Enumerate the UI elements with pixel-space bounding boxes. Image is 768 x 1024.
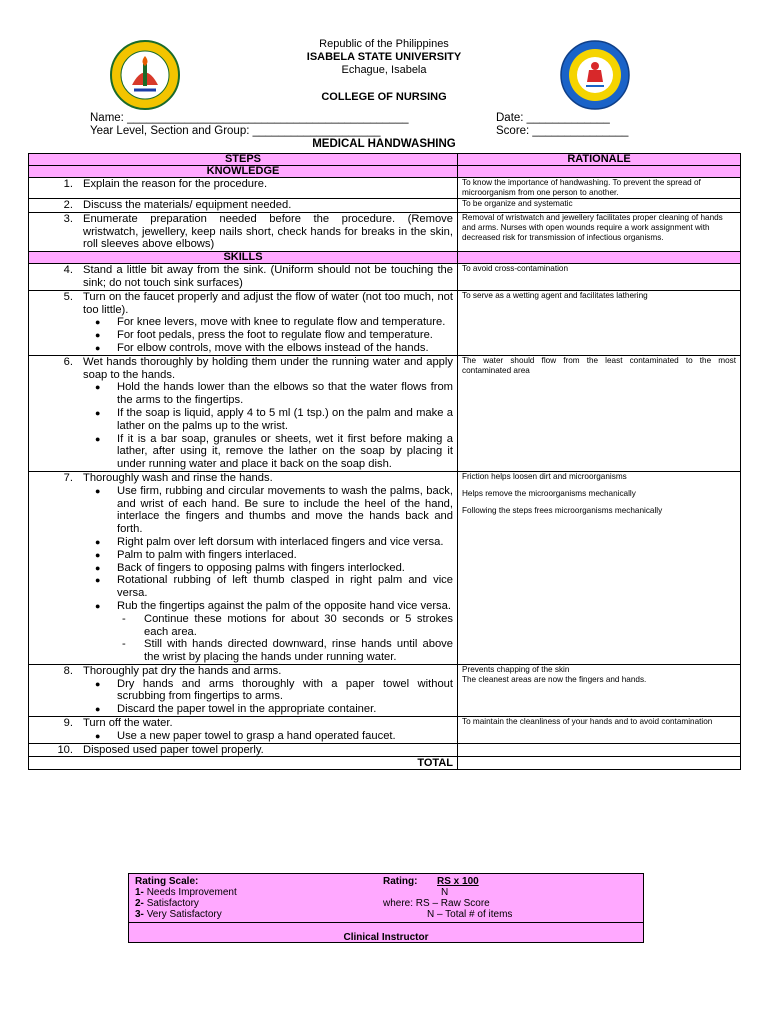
rationale-7a: Friction helps loosen dirt and microorganisms [462, 471, 627, 481]
step-7-dash-2: Still with hands directed downward, rinse hands until above the wrist by placing the hands under running water. [144, 638, 453, 664]
rationale-9: To maintain the cleanliness of your hands and to avoid contamination [458, 717, 741, 744]
step-5-bullet-2: For foot pedals, press the foot to regulate flow and temperature. [117, 329, 433, 342]
total-label: TOTAL [29, 757, 458, 770]
rationale-5: To serve as a wetting agent and facilitates lathering [458, 290, 741, 355]
university-name: ISABELA STATE UNIVERSITY [306, 51, 462, 63]
table-row: 4. Stand a little bit away from the sink. (Uniform should not be touching the sink; do not touch sink surfaces) To avoid cross-contamination [29, 264, 741, 291]
step-7-bullet-2: Right palm over left dorsum with interlaced fingers and vice versa. [117, 535, 444, 548]
document-header [0, 38, 768, 104]
scale-2-number: 2- [135, 898, 144, 909]
step-4: Stand a little bit away from the sink. (Uniform should not be touching the sink; do not touch sink surfaces) [83, 264, 453, 289]
step-6-bullet-3: If it is a bar soap, granules or sheets, wet it first before making a lather, after using it, remove the lather on the soap by placing it under running water and place it back on the soap dish. [117, 432, 453, 471]
step-9: Turn off the water. [83, 717, 173, 730]
college-name: COLLEGE OF NURSING [321, 91, 447, 103]
step-7-dash-1: Continue these motions for about 30 seconds or 5 strokes each area. [144, 612, 453, 638]
rating-label: Rating: [383, 876, 418, 887]
step-10: Disposed used paper towel properly. [83, 743, 264, 756]
rating-scale-label: Rating Scale: [135, 876, 199, 887]
rationale-8b: The cleanest areas are now the fingers and hands. [462, 674, 647, 684]
table-row: 10. Disposed used paper towel properly. [29, 743, 741, 757]
total-items-definition: N – Total # of items [427, 909, 513, 920]
table-row: 6. Wet hands thoroughly by holding them under the running water and apply soap to the hands. ● Hold the hands lower than the elbows so that the water flows from the arms to the fingertips. ● If the soap is liquid, apply 4 to 5 ml (1 tsp.) on the palm and make a lather on the palms up to the wrist. ● If it is a bar soap, granules or sheets, wet it first before making a lather, after using it, remove the lather on the soap by placing it under running water and place it back on the soap dish. The water should flow from the least contaminated to the most contaminated area [29, 355, 741, 471]
rationale-8a: Prevents chapping of the skin [462, 664, 570, 674]
table-row: 9. Turn off the water. ● Use a new paper towel to grasp a hand operated faucet. To maintain the cleanliness of your hands and to avoid contamination [29, 717, 741, 744]
rationale-header: RATIONALE [458, 154, 741, 166]
step-8-bullet-2: Discard the paper towel in the appropriate container. [117, 703, 377, 716]
republic-line: Republic of the Philippines [319, 38, 449, 50]
rationale-3: Removal of wristwatch and jewellery facilitates proper cleaning of hands and arms. Nurses with open wounds require a work assignment with decreased risk for transmission of infectious organisms. [458, 212, 741, 251]
scale-3-label: Very Satisfactory [146, 909, 222, 920]
skills-section-row [29, 252, 741, 264]
total-value[interactable] [458, 757, 741, 770]
year-level-field[interactable]: Year Level, Section and Group: ____________________ [90, 125, 381, 137]
total-row [29, 757, 741, 770]
table-row: 1. Explain the reason for the procedure. To know the importance of handwashing. To prevent the spread of microorganism from one person to another. [29, 178, 741, 199]
step-2: Discuss the materials/ equipment needed. [83, 199, 292, 211]
step-7-bullet-4: Back of fingers to opposing palms with fingers interlocked. [117, 561, 405, 574]
step-6-bullet-2: If the soap is liquid, apply 4 to 5 ml (1 tsp.) on the palm and make a lather on the palms up to the wrist. [117, 406, 453, 432]
rationale-1: To know the importance of handwashing. To prevent the spread of microorganism from one person to another. [458, 178, 741, 199]
table-row: 3. Enumerate preparation needed before the procedure. (Remove wristwatch, jewellery, keep nails short, check hands for breaks in the skin, roll sleeves above elbows) Removal of wristwatch and jewellery facilitates proper cleaning of hands and arms. Nurses with open wounds require a work assignment with decreased risk for transmission of infectious organisms. [29, 212, 741, 251]
university-location: Echague, Isabela [341, 64, 427, 76]
knowledge-header: KNOWLEDGE [29, 166, 458, 178]
clinical-instructor-label: Clinical Instructor [343, 932, 429, 943]
scale-2-label: Satisfactory [146, 898, 199, 909]
rationale-4: To avoid cross-contamination [458, 264, 741, 291]
step-7-bullet-3: Palm to palm with fingers interlaced. [117, 548, 297, 561]
step-9-bullet-1: Use a new paper towel to grasp a hand operated faucet. [117, 729, 396, 742]
table-row: 2. Discuss the materials/ equipment needed. To be organize and systematic [29, 199, 741, 213]
rating-scale-box [128, 873, 644, 943]
document-title: MEDICAL HANDWASHING [312, 138, 456, 150]
knowledge-section-row [29, 166, 741, 178]
score-field[interactable]: Score: _______________ [496, 125, 629, 137]
rating-formula-denominator: N [441, 887, 449, 898]
table-row: 8. Thoroughly pat dry the hands and arms. ● Dry hands and arms thoroughly with a paper towel without scrubbing from fingertips to arms. ● Discard the paper towel in the appropriate container. Prevents chapping of the skin The cleanest areas are now the fingers and hands. [29, 664, 741, 716]
rationale-6: The water should flow from the least contaminated to the most contaminated area [458, 355, 741, 471]
table-header-row [29, 154, 741, 166]
rating-formula-numerator: RS x 100 [437, 876, 479, 887]
step-7: Thoroughly wash and rinse the hands. [83, 471, 273, 484]
checklist-table [28, 153, 741, 770]
raw-score-definition: where: RS – Raw Score [383, 898, 490, 909]
student-info-fields [90, 112, 690, 138]
skills-header: SKILLS [29, 252, 458, 264]
step-7-bullet-5: Rotational rubbing of left thumb clasped in right palm and vice versa. [117, 574, 453, 600]
table-row: 5. Turn on the faucet properly and adjust the flow of water (not too much, not too little). ● For knee levers, move with knee to regulate flow and temperature. ● For foot pedals, press the foot to regulate flow and temperature. ● For elbow controls, move with the elbows instead of the hands. To serve as a wetting agent and facilitates lathering [29, 290, 741, 355]
step-7-bullet-1: Use firm, rubbing and circular movements to wash the palms, back, and wrist of each hand. Be sure to include the heel of the hand, interlace the fingers and thumbs and move the hands back and forth. [117, 484, 453, 536]
scale-1-number: 1- [135, 887, 144, 898]
step-6: Wet hands thoroughly by holding them under the running water and apply soap to the hands. [83, 355, 453, 381]
step-5: Turn on the faucet properly and adjust the flow of water (not too much, not too little). [83, 290, 453, 316]
rationale-7b: Helps remove the microorganisms mechanically [462, 488, 636, 498]
step-1: Explain the reason for the procedure. [83, 178, 268, 190]
step-6-bullet-1: Hold the hands lower than the elbows so that the water flows from the arms to the fingertips. [117, 381, 453, 407]
rationale-2: To be organize and systematic [458, 199, 741, 213]
step-5-bullet-1: For knee levers, move with knee to regulate flow and temperature. [117, 316, 446, 329]
steps-header: STEPS [29, 154, 458, 166]
scale-3-number: 3- [135, 909, 144, 920]
step-5-bullet-3: For elbow controls, move with the elbows instead of the hands. [117, 341, 429, 354]
step-7-bullet-6: Rub the fingertips against the palm of the opposite hand vice versa. [117, 599, 451, 612]
name-field[interactable]: Name: ____________________________________________ [90, 112, 409, 124]
scale-1-label: Needs Improvement [146, 887, 237, 898]
table-row: 7. Thoroughly wash and rinse the hands. ● Use firm, rubbing and circular movements to wash the palms, back, and wrist of each hand. Be sure to include the heel of the hand, interlace the fingers and thumbs and move the hands back and forth. ● Right palm over left dorsum with interlaced fingers and vice versa. ● Palm to palm with fingers interlaced. ● Back of fingers to opposing palms with fingers interlocked. ● Rotational rubbing of left thumb clasped in right palm and vice versa. ● Rub the fingertips against the palm of the opposite hand vice versa. - Continue these motions for about 30 seconds or 5 strokes each area. - Still with hands directed downward, rinse hands until above the wrist by placing the hands under running water. Friction helps loosen dirt and microorganisms Helps remove the microorganisms mechanically Following the steps frees microorganisms mechanically [29, 471, 741, 664]
rationale-7c: Following the steps frees microorganisms mechanically [462, 505, 663, 515]
date-field[interactable]: Date: _____________ [496, 112, 610, 124]
step-8: Thoroughly pat dry the hands and arms. [83, 664, 282, 677]
step-8-bullet-1: Dry hands and arms thoroughly with a paper towel without scrubbing from fingertips to arms. [117, 677, 453, 703]
step-3: Enumerate preparation needed before the procedure. (Remove wristwatch, jewellery, keep nails short, check hands for breaks in the skin, roll sleeves above elbows) [83, 212, 453, 251]
